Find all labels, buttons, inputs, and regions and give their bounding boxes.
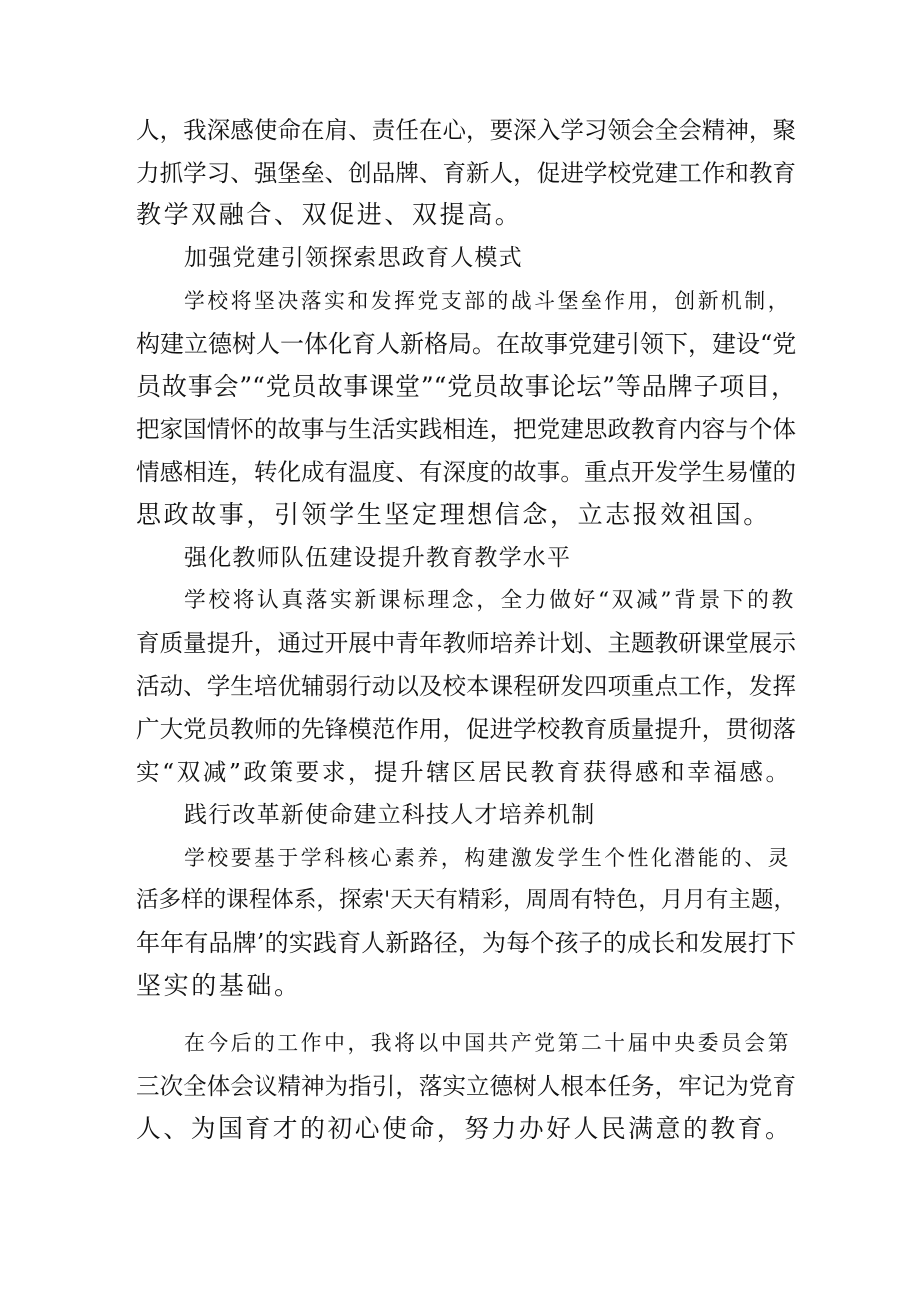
section-heading: 加强党建引领探索思政育人模式 — [184, 245, 523, 271]
paragraph-line: 把家国情怀的故事与生活实践相连，把党建思政教育内容与个体 — [136, 415, 796, 443]
paragraph-line: 思政故事，引领学生坚定理想信念，立志报效祖国。 — [136, 500, 771, 529]
paragraph-line: 活多样的课程体系，探索'天天有精彩，周周有特色，月月有主题， — [136, 887, 796, 913]
paragraph-line: 人、为国育才的初心使命，努力办好人民满意的教育。 — [136, 1114, 793, 1143]
paragraph-line: 活动、学生培优辅弱行动以及校本课程研发四项重点工作，发挥 — [136, 672, 796, 700]
paragraph-line: 坚实的基础。 — [136, 971, 302, 1000]
paragraph-line: 实“双减”政策要求，提升辖区居民教育获得感和幸福感。 — [136, 758, 792, 786]
paragraph-line: 学校将认真落实新课标理念，全力做好“双减”背景下的教 — [184, 588, 796, 613]
paragraph-line: 年年有品牌’的实践育人新路径，为每个孩子的成长和发展打下 — [136, 929, 796, 957]
paragraph-line: 学校要基于学科核心素养，构建激发学生个性化潜能的、灵 — [184, 846, 792, 870]
section-heading: 强化教师队伍建设提升教育教学水平 — [184, 545, 572, 571]
section-heading: 践行改革新使命建立科技人才培养机制 — [184, 802, 596, 828]
paragraph-line: 广大党员教师的先锋模范作用，促进学校教育质量提升，贯彻落 — [136, 715, 796, 743]
paragraph-line: 构建立德树人一体化育人新格局。在故事党建引领下，建设“党 — [136, 330, 797, 358]
paragraph-line: 学校将坚决落实和发挥党支部的战斗堡垒作用，创新机制， — [184, 289, 792, 313]
paragraph-line: 员故事会”“党员故事课堂”“党员故事论坛”等品牌子项目， — [136, 372, 796, 401]
paragraph-line: 情感相连，转化成有温度、有深度的故事。重点开发学生易懂的 — [136, 458, 796, 486]
paragraph-line: 人，我深感使命在肩、责任在心，要深入学习领会全会精神，聚 — [136, 116, 796, 144]
paragraph-line: 在今后的工作中，我将以中国共产党第二十届中央委员会第 — [184, 1031, 792, 1055]
paragraph-line: 力抓学习、强堡垒、创品牌、育新人，促进学校党建工作和教育 — [136, 159, 796, 187]
paragraph-line: 育质量提升，通过开展中青年教师培养计划、主题教研课堂展示 — [136, 629, 796, 657]
paragraph-line: 教学双融合、双促进、双提高。 — [136, 200, 523, 229]
paragraph-line: 三次全体会议精神为指引，落实立德树人根本任务，牢记为党育 — [136, 1072, 796, 1100]
